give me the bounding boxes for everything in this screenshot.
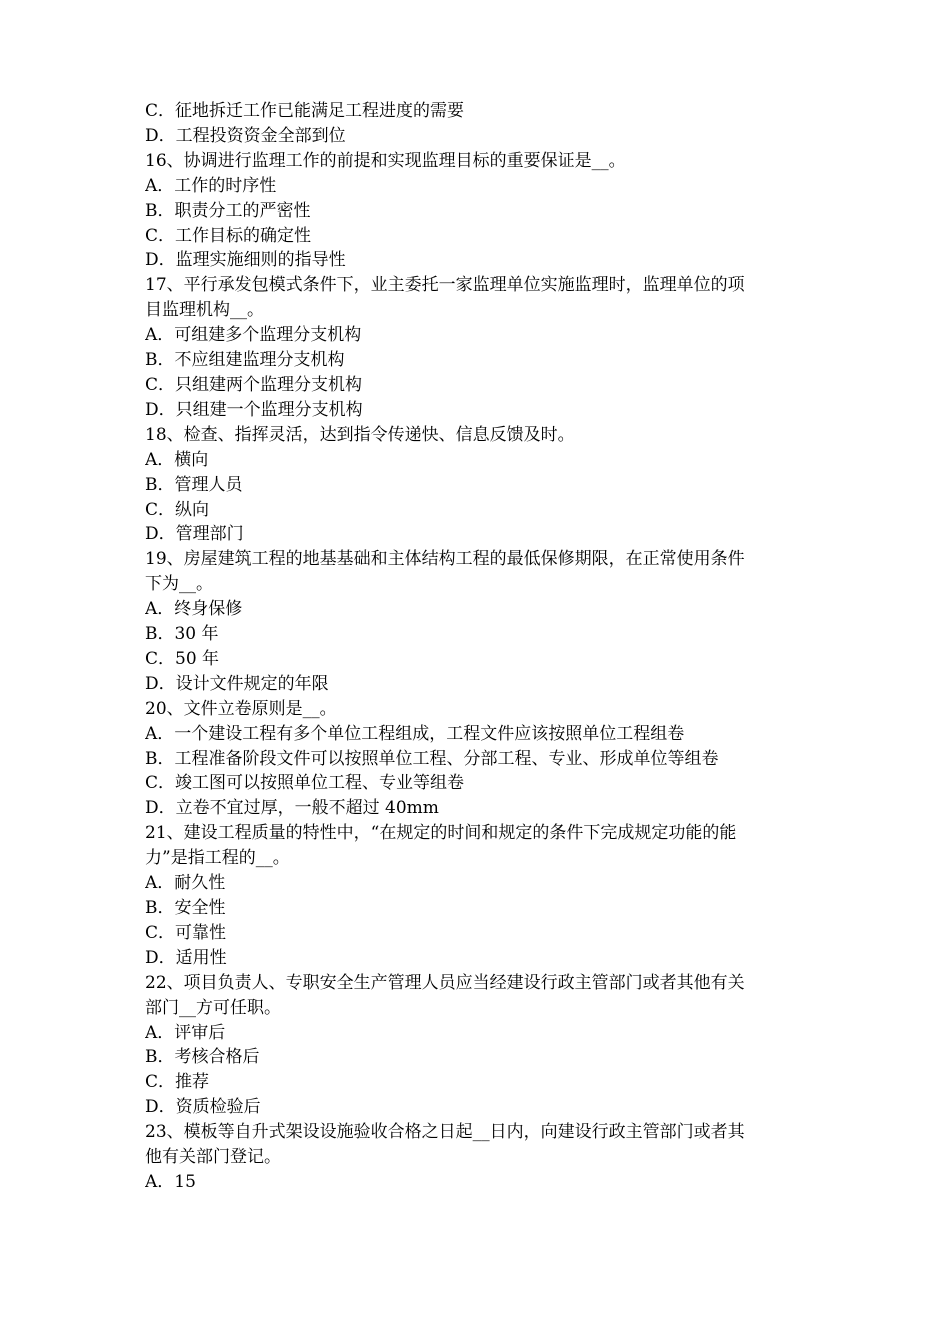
option-line: B．30 年 (145, 624, 219, 645)
question-line: 17、平行承发包模式条件下，业主委托一家监理单位实施监理时，监理单位的项 (145, 275, 745, 296)
question-line: 18、检查、指挥灵活，达到指令传递快、信息反馈及时。 (145, 424, 575, 445)
option-line: B．考核合格后 (145, 1047, 260, 1068)
option-line: A．15 (145, 1171, 196, 1192)
option-line: C．只组建两个监理分支机构 (145, 374, 363, 395)
question-line: 22、项目负责人、专职安全生产管理人员应当经建设行政主管部门或者其他有关 (145, 972, 745, 993)
option-line: C．推荐 (145, 1072, 210, 1093)
question-line: 20、文件立卷原则是__。 (145, 698, 337, 719)
option-line: D．设计文件规定的年限 (145, 673, 329, 694)
option-line: A．可组建多个监理分支机构 (145, 325, 362, 346)
option-line: B．职责分工的严密性 (145, 200, 311, 221)
option-line: A．终身保修 (145, 599, 243, 620)
option-line: B．工程准备阶段文件可以按照单位工程、分部工程、专业、形成单位等组卷 (145, 748, 719, 769)
option-line: D．管理部门 (145, 524, 244, 545)
option-line: C．纵向 (145, 499, 210, 520)
question-line: 下为__。 (145, 574, 213, 595)
document-body (145, 99, 810, 1195)
question-line: 目监理机构__。 (145, 300, 264, 321)
question-line: 16、协调进行监理工作的前提和实现监理目标的重要保证是__。 (145, 150, 626, 171)
option-line: D．立卷不宜过厚，一般不超过 40mm (145, 798, 439, 819)
question-line: 部门__方可任职。 (145, 997, 281, 1018)
question-line: 力”是指工程的__。 (145, 848, 290, 869)
option-line: C．可靠性 (145, 922, 227, 943)
option-line: C．竣工图可以按照单位工程、专业等组卷 (145, 773, 465, 794)
question-line: 21、建设工程质量的特性中，“在规定的时间和规定的条件下完成规定功能的能 (145, 823, 737, 844)
question-line: 他有关部门登记。 (145, 1147, 281, 1168)
option-line: C．50 年 (145, 648, 220, 669)
option-line: A．工作的时序性 (145, 175, 277, 196)
option-line: D．工程投资资金全部到位 (145, 125, 346, 146)
option-line: A．横向 (145, 449, 209, 470)
question-line: 19、房屋建筑工程的地基基础和主体结构工程的最低保修期限，在正常使用条件 (145, 549, 745, 570)
option-line: D．资质检验后 (145, 1097, 261, 1118)
option-line: D．适用性 (145, 947, 227, 968)
option-line: B．安全性 (145, 898, 226, 918)
option-line: B．管理人员 (145, 474, 243, 495)
question-line: 23、模板等自升式架设设施验收合格之日起__日内，向建设行政主管部门或者其 (145, 1122, 745, 1143)
option-line: A．一个建设工程有多个单位工程组成，工程文件应该按照单位工程组卷 (145, 723, 685, 744)
option-line: D．监理实施细则的指导性 (145, 250, 346, 271)
option-line: B．不应组建监理分支机构 (145, 350, 345, 371)
option-line: A．评审后 (145, 1022, 226, 1043)
option-line: A．耐久性 (145, 873, 226, 894)
option-line: C．征地拆迁工作已能满足工程进度的需要 (145, 101, 465, 121)
option-line: C．工作目标的确定性 (145, 225, 312, 246)
option-line: D．只组建一个监理分支机构 (145, 399, 363, 420)
